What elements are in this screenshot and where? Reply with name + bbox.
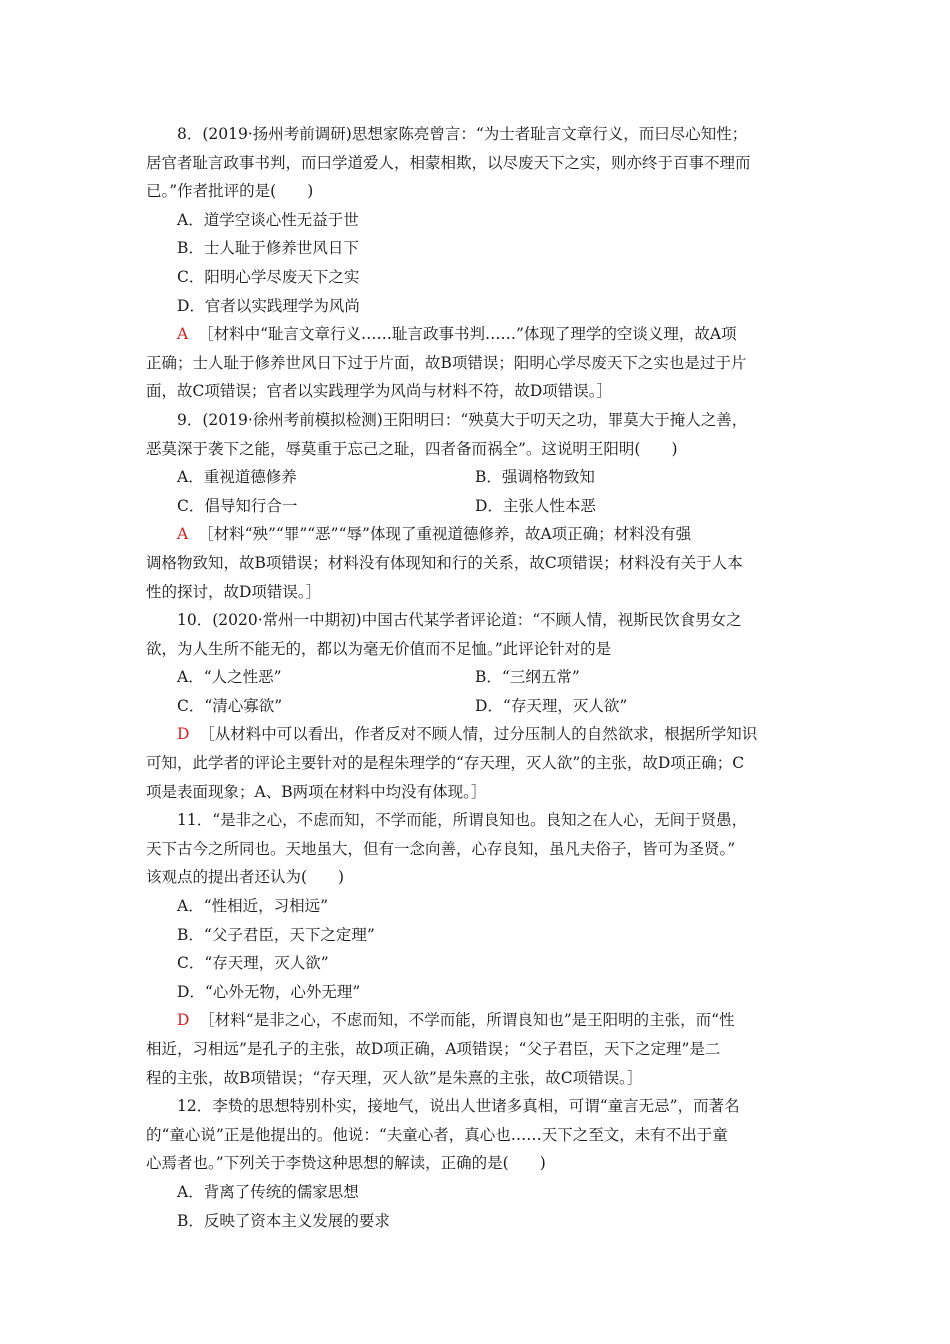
options-row — [146, 692, 806, 721]
explanation-text: ［材料“殃”“罪”“恶”“辱”体现了重视道德修养，故A项正确；材料没有强 — [198, 525, 692, 544]
question-list — [146, 120, 806, 1235]
question-stem-line: 恶莫深于袭下之能，辱莫重于忘己之耻，四者备而祸全”。这说明王阳明( ) — [146, 439, 678, 458]
answer-explanation-line — [146, 349, 806, 378]
answer-explanation-line — [146, 749, 806, 778]
option-item: A．“人之性恶” — [177, 668, 282, 687]
question-block — [146, 120, 806, 406]
explanation-text: 项是表面现象；A、B两项在材料中均没有体现。］ — [146, 782, 487, 801]
option-item: C．阳明心学尽废天下之实 — [177, 267, 360, 286]
answer-explanation-line — [146, 720, 806, 749]
explanation-text: ［材料“是非之心，不虑而知，不学而能，所谓良知也”是王阳明的主张，而“性 — [199, 1011, 735, 1030]
question-stem-line: 居官者耻言政事书判，而曰学道爱人，相蒙相欺，以尽废天下之实，则亦终于百事不理而 — [146, 153, 751, 172]
answer-letter: D — [177, 725, 190, 744]
answer-explanation-line — [146, 578, 806, 607]
question-stem-line: 9．(2019·徐州考前模拟检测)王阳明曰：“殃莫大于叨天之功，罪莫大于掩人之善， — [177, 410, 748, 429]
option-item: D．官者以实践理学为风尚 — [177, 296, 360, 315]
explanation-text: 相近，习相远”是孔子的主张，故D项正确，A项错误；“父子君臣，天下之定理”是二 — [146, 1040, 721, 1058]
option-item: A．背离了传统的儒家思想 — [177, 1182, 359, 1201]
answer-explanation-line — [146, 1006, 806, 1035]
answer-explanation-line — [146, 377, 806, 406]
explanation-text: 程的主张，故B项错误；“存天理，灭人欲”是朱熹的主张，故C项错误。］ — [146, 1068, 643, 1087]
question-stem-line: 欲，为人生所不能无的，都以为毫无价值而不足恤。”此评论针对的是 — [146, 639, 612, 658]
explanation-text: 性的探讨，故D项错误。］ — [146, 582, 322, 601]
question-block — [146, 606, 806, 806]
option-item: C．“清心寡欲” — [177, 696, 283, 715]
explanation-text: 面，故C项错误；官者以实践理学为风尚与材料不符，故D项错误。］ — [146, 382, 613, 401]
option-item: B．士人耻于修养世风日下 — [177, 239, 359, 258]
question-stem-line: 心焉者也。”下列关于李贽这种思想的解读，正确的是( ) — [146, 1154, 546, 1173]
question-block — [146, 806, 806, 1092]
explanation-text: 正确；士人耻于修养世风日下过于片面，故B项错误；阳明心学尽废天下之实也是过于片 — [146, 353, 747, 372]
option-item: A．“性相近，习相远” — [177, 897, 329, 916]
question-stem-line: 10．(2020·常州一中期初)中国古代某学者评论道：“不顾人情，视斯民饮食男女之 — [177, 611, 742, 630]
option-item: A．道学空谈心性无益于世 — [177, 210, 359, 229]
answer-explanation-line — [146, 520, 806, 549]
option-item: A．重视道德修养 — [177, 468, 297, 487]
option-item: B．强调格物致知 — [475, 468, 595, 487]
explanation-text: 调格物致知，故B项错误；材料没有体现知和行的关系，故C项错误；材料没有关于人本 — [146, 553, 743, 572]
question-stem-line: 12．李贽的思想特别朴实，接地气，说出人世诸多真相，可谓“童言无忌”，而著名 — [177, 1097, 740, 1116]
answer-explanation-line — [146, 1064, 806, 1093]
option-item: C．倡导知行合一 — [177, 496, 298, 515]
question-stem-line: 天下古今之所同也。天地虽大，但有一念向善，心存良知，虽凡夫俗子，皆可为圣贤。” — [146, 839, 736, 858]
explanation-text: ［材料中“耻言文章行义……耻言政事书判……”体现了理学的空谈义理，故A项 — [198, 325, 737, 344]
option-item: C．“存天理，灭人欲” — [177, 954, 329, 973]
answer-letter: A — [177, 325, 189, 344]
options-row — [146, 492, 806, 521]
explanation-text: 可知，此学者的评论主要针对的是程朱理学的“存天理，灭人欲”的主张，故D项正确；C — [146, 754, 745, 773]
options-row — [146, 663, 806, 692]
option-item: D．主张人性本恶 — [475, 496, 596, 515]
question-stem-line: 该观点的提出者还认为( ) — [146, 868, 345, 887]
option-item: B．“父子君臣，天下之定理” — [177, 925, 375, 944]
question-stem-line: 8．(2019·扬州考前调研)思想家陈亮曾言：“为士者耻言文章行义，而曰尽心知性； — [177, 125, 748, 143]
question-block — [146, 1092, 806, 1235]
question-stem-line: 的“童心说”正是他提出的。他说：“夫童心者，真心也……天下之至文，未有不出于童 — [146, 1125, 728, 1144]
question-stem-line: 已。”作者批评的是( ) — [146, 182, 314, 201]
question-stem-line: 11．“是非之心，不虑而知，不学而能，所谓良知也。良知之在人心，无间于贤愚， — [177, 811, 748, 830]
question-block — [146, 406, 806, 606]
answer-explanation-line — [146, 1035, 806, 1064]
answer-explanation-line — [146, 320, 806, 349]
explanation-text: ［从材料中可以看出，作者反对不顾人情，过分压制人的自然欲求，根据所学知识 — [199, 725, 758, 744]
answer-explanation-line — [146, 549, 806, 578]
option-item: D．“存天理，灭人欲” — [475, 696, 628, 715]
option-item: D．“心外无物，心外无理” — [177, 982, 361, 1001]
answer-explanation-line — [146, 778, 806, 807]
answer-letter: A — [177, 525, 189, 544]
answer-letter: D — [177, 1011, 190, 1030]
option-item: B．反映了资本主义发展的要求 — [177, 1211, 390, 1230]
option-item: B．“三纲五常” — [475, 668, 580, 687]
options-row — [146, 463, 806, 492]
